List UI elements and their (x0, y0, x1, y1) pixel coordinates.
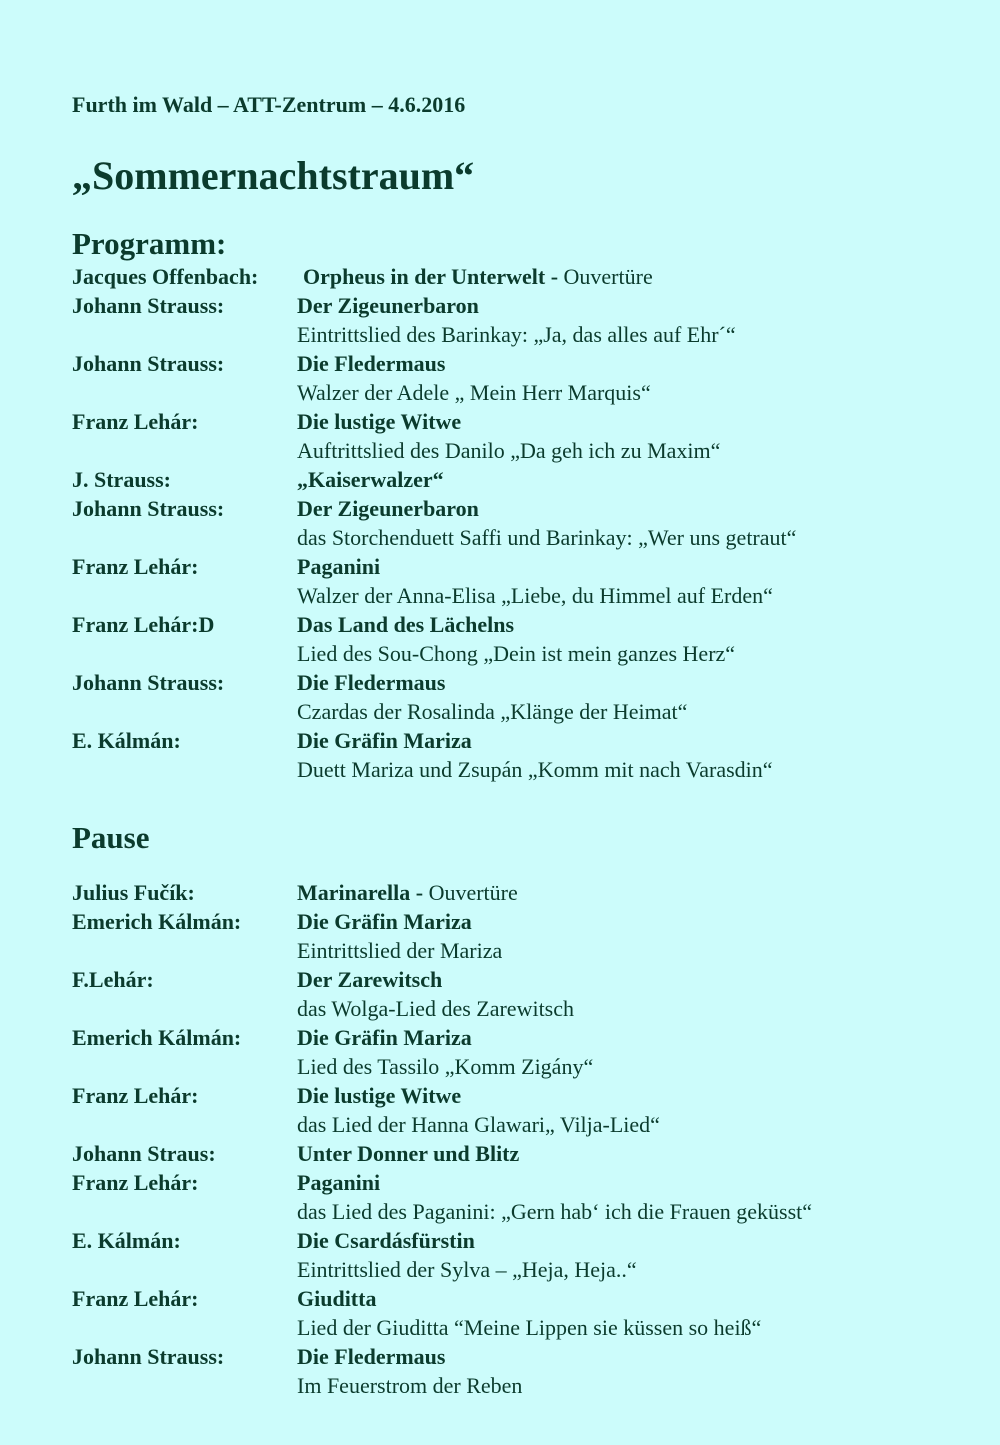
piece-detail: Walzer der Adele „ Mein Herr Marquis“ (297, 380, 651, 405)
concert-title: „Sommernachtstraum“ (72, 153, 475, 198)
composer-name: J. Strauss: (72, 467, 172, 492)
program-entry-detail (72, 320, 972, 349)
composer-name: Johann Strauss: (72, 496, 225, 521)
composer-name: Johann Strauss: (72, 1344, 225, 1369)
work-line (297, 407, 461, 436)
work-title: „Kaiserwalzer“ (297, 467, 444, 492)
work-title: Die Fledermaus (297, 670, 446, 695)
program-entry (72, 407, 972, 436)
pause-heading: Pause (72, 820, 150, 855)
work-title: Die Fledermaus (297, 351, 446, 376)
program-page (72, 90, 972, 1400)
composer-name: Franz Lehár: (72, 1286, 199, 1311)
program-entry-detail (72, 1371, 972, 1400)
program-entry (72, 291, 972, 320)
work-title: Unter Donner und Blitz (297, 1141, 520, 1166)
program-entry-detail (72, 936, 972, 965)
program-entry-detail (72, 1110, 972, 1139)
program-entry-detail (72, 755, 972, 784)
work-line (297, 291, 479, 320)
piece-detail: Auftrittslied des Danilo „Da geh ich zu Maxim“ (297, 438, 721, 463)
program-entry (72, 1081, 972, 1110)
program-entry (72, 1342, 972, 1371)
work-title: Der Zarewitsch (297, 967, 443, 992)
program-entry-detail (72, 1255, 972, 1284)
work-line (297, 1139, 519, 1168)
program-entry (72, 726, 972, 755)
work-line (297, 465, 444, 494)
work-title: Die Csardásfürstin (297, 1228, 475, 1253)
piece-detail: Lied des Sou-Chong „Dein ist mein ganzes Herz“ (297, 641, 736, 666)
program-entry (72, 1023, 972, 1052)
work-title: Die lustige Witwe (297, 1083, 462, 1108)
composer-name: Johann Strauss: (72, 670, 225, 695)
program-part-2 (72, 878, 972, 1400)
work-title: Die lustige Witwe (297, 409, 462, 434)
program-entry (72, 610, 972, 639)
work-title: Paganini (297, 554, 381, 579)
composer-name: E. Kálmán: (72, 728, 181, 753)
work-line (297, 878, 518, 907)
piece-detail: das Lied der Hanna Glawari„ Vilja-Lied“ (297, 1112, 660, 1137)
work-title: Der Zigeunerbaron (297, 496, 479, 521)
work-title: Orpheus in der Unterwelt (303, 264, 546, 289)
piece-detail: Im Feuerstrom der Reben (297, 1373, 523, 1398)
work-line (297, 1168, 380, 1197)
program-entry (72, 907, 972, 936)
work-title: Die Gräfin Mariza (297, 1025, 472, 1050)
program-entry (72, 349, 972, 378)
program-entry (72, 1139, 972, 1168)
work-line (303, 262, 653, 291)
composer-name: Emerich Kálmán: (72, 1025, 242, 1050)
program-entry-detail (72, 1197, 972, 1226)
program-entry-detail (72, 523, 972, 552)
composer-name: E. Kálmán: (72, 1228, 181, 1253)
work-line (297, 552, 380, 581)
composer-name: Johann Straus: (72, 1141, 216, 1166)
work-title: Paganini (297, 1170, 381, 1195)
piece-detail: Lied des Tassilo „Komm Zigány“ (297, 1054, 594, 1079)
work-line (297, 726, 472, 755)
program-entry (72, 552, 972, 581)
work-form: - Ouvertüre (410, 880, 518, 905)
work-line (297, 965, 442, 994)
program-entry (72, 1168, 972, 1197)
work-line (297, 1226, 475, 1255)
composer-name: Franz Lehár: (72, 1083, 199, 1108)
work-line (297, 907, 472, 936)
composer-name: Jacques Offenbach: (72, 264, 259, 289)
composer-name: Emerich Kálmán: (72, 909, 242, 934)
composer-name: Johann Strauss: (72, 293, 225, 318)
work-title: Die Gräfin Mariza (297, 909, 472, 934)
work-title: Die Fledermaus (297, 1344, 446, 1369)
program-entry (72, 465, 972, 494)
composer-name: Franz Lehár: (72, 409, 199, 434)
piece-detail: Eintrittslied der Sylva – „Heja, Heja..“ (297, 1257, 637, 1282)
composer-name: Julius Fučík: (72, 880, 195, 905)
program-entry-detail (72, 378, 972, 407)
work-title: Das Land des Lächelns (297, 612, 515, 637)
piece-detail: Eintrittslied des Barinkay: „Ja, das alles auf Ehr´“ (297, 322, 736, 347)
piece-detail: Walzer der Anna-Elisa „Liebe, du Himmel auf Erden“ (297, 583, 773, 608)
work-title: Die Gräfin Mariza (297, 728, 472, 753)
program-entry (72, 668, 972, 697)
piece-detail: das Lied des Paganini: „Gern hab‘ ich die Frauen geküsst“ (297, 1199, 813, 1224)
program-entry-detail (72, 436, 972, 465)
piece-detail: Eintrittslied der Mariza (297, 938, 503, 963)
program-entry-detail (72, 581, 972, 610)
work-line (297, 1081, 461, 1110)
program-entry (72, 262, 972, 291)
work-line (297, 1284, 376, 1313)
work-title: Der Zigeunerbaron (297, 293, 479, 318)
work-title: Giuditta (297, 1286, 377, 1311)
program-entry (72, 494, 972, 523)
program-entry-detail (72, 994, 972, 1023)
composer-name: Franz Lehár:D (72, 612, 215, 637)
work-line (297, 349, 445, 378)
composer-name: Franz Lehár: (72, 1170, 199, 1195)
program-part-1 (72, 262, 972, 784)
piece-detail: Duett Mariza und Zsupán „Komm mit nach Varasdin“ (297, 757, 773, 782)
programm-heading: Programm: (72, 226, 227, 261)
composer-name: F.Lehár: (72, 967, 154, 992)
program-entry-detail (72, 697, 972, 726)
piece-detail: das Storchenduett Saffi und Barinkay: „Wer uns getraut“ (297, 525, 797, 550)
piece-detail: das Wolga-Lied des Zarewitsch (297, 996, 575, 1021)
composer-name: Johann Strauss: (72, 351, 225, 376)
program-entry-detail (72, 1052, 972, 1081)
program-entry (72, 1284, 972, 1313)
work-line (297, 610, 514, 639)
event-info: Furth im Wald – ATT-Zentrum – 4.6.2016 (72, 92, 466, 117)
work-line (297, 1023, 472, 1052)
work-line (297, 668, 445, 697)
program-entry-detail (72, 639, 972, 668)
program-entry-detail (72, 1313, 972, 1342)
piece-detail: Czardas der Rosalinda „Klänge der Heimat“ (297, 699, 688, 724)
work-form: - Ouvertüre (545, 264, 653, 289)
program-entry (72, 878, 972, 907)
work-line (297, 1342, 445, 1371)
work-title: Marinarella (297, 880, 411, 905)
program-entry (72, 1226, 972, 1255)
program-entry (72, 965, 972, 994)
composer-name: Franz Lehár: (72, 554, 199, 579)
piece-detail: Lied der Giuditta “Meine Lippen sie küssen so heiß“ (297, 1315, 762, 1340)
work-line (297, 494, 479, 523)
